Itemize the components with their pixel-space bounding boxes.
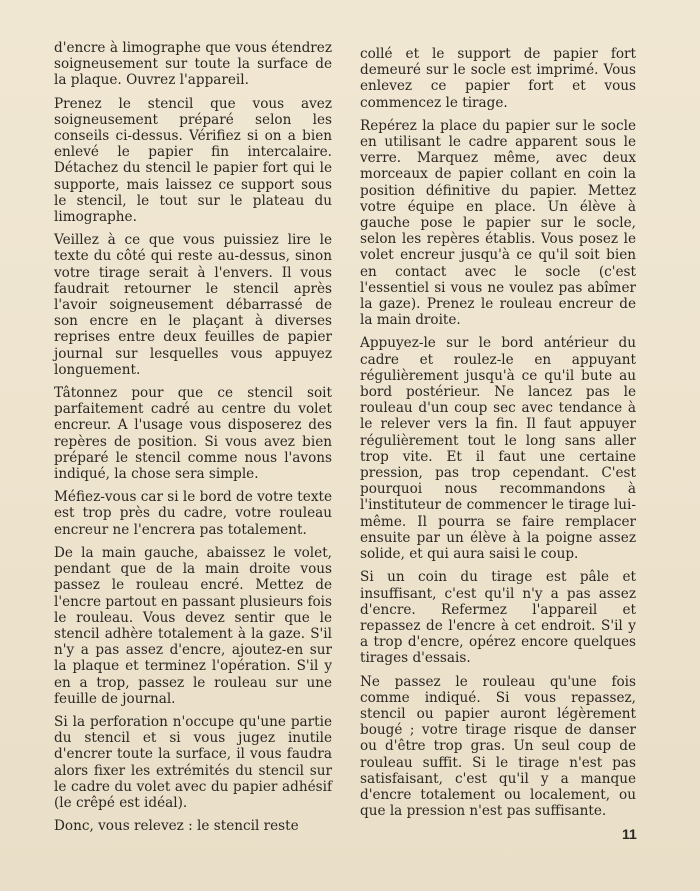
paragraph: De la main gauche, abaissez le volet, pendant que de la main droite vous passez le rouleau encré. Mettez de l'encre partout en passant plusieurs fois le rouleau. Vous devez sentir que le stencil adhère totalement à la gaze. S'il n'y a pas assez d'encre, ajoutez-en sur la plaque et terminez l'opération. S'il y en a trop, passez le rouleau sur une feuille de journal. <box>54 544 332 707</box>
paragraph: Si la perforation n'occupe qu'une partie du stencil et si vous jugez inutile d'encrer toute la surface, il vous faudra alors fixer les extrémités du stencil sur le cadre du volet avec du papier adhésif (le crêpé est idéal). <box>54 713 332 811</box>
paragraph: Si un coin du tirage est pâle et insuffisant, c'est qu'il n'y a pas assez d'encre. Refermez l'appareil et repassez de l'encre à cet endroit. S'il y a trop d'encre, opérez encore quelques tirages d'essais. <box>360 569 636 667</box>
right-column <box>360 46 636 826</box>
paragraph: Tâtonnez pour que ce stencil soit parfaitement cadré au centre du volet encreur. A l'usage vous disposerez des repères de position. Si vous avez bien préparé le stencil comme nous l'avons indiqué, la chose sera simple. <box>54 385 332 483</box>
page-number: 11 <box>622 826 637 842</box>
paragraph: Ne passez le rouleau qu'une fois comme indiqué. Si vous repassez, stencil ou papier auront légèrement bougé ; votre tirage risque de danser ou d'être trop gras. Un seul coup de rouleau suffit. Si le tirage n'est pas satisfaisant, c'est qu'il y a manque d'encre totalement ou localement, ou que la pression n'est pas suffisante. <box>360 673 636 820</box>
paragraph: Repérez la place du papier sur le socle en utilisant le cadre apparent sous le verre. Marquez même, avec deux morceaux de papier collant en coin la position définitive du papier. Mettez votre équipe en place. Un élève à gauche pose le papier sur le socle, selon les repères établis. Vous posez le volet encreur jusqu'à ce qu'il soit bien en contact avec le socle (c'est l'essentiel si vous ne voulez pas abîmer la gaze). Prenez le rouleau encreur de la main droite. <box>360 117 636 329</box>
paragraph: collé et le support de papier fort demeuré sur le socle est imprimé. Vous enlevez ce papier fort et vous commencez le tirage. <box>360 46 636 111</box>
paragraph: Veillez à ce que vous puissiez lire le texte du côté qui reste au-dessus, sinon votre tirage serait à l'envers. Il vous faudrait retourner le stencil après l'avoir soigneusement débarrassé de son encre en le plaçant à diverses reprises entre deux feuilles de papier journal sur lesquelles vous appuyez longuement. <box>54 232 332 378</box>
left-column <box>54 40 332 841</box>
paragraph: Prenez le stencil que vous avez soigneusement préparé selon les conseils ci-dessus. Vérifiez si on a bien enlevé le papier fin intercalaire. Détachez du stencil le papier fort qui le supporte, mais laissez ce support sous le stencil, le tout sur le plateau du limographe. <box>54 95 332 226</box>
paragraph: Appuyez-le sur le bord antérieur du cadre et roulez-le en appuyant régulièrement jusqu'à ce qu'il bute au bord postérieur. Ne lancez pas le rouleau d'un coup sec avec tendance à le relever vers la fin. Il faut appuyer régulièrement tout le long sans aller trop vite. Et il faut une certaine pression, pas trop cependant. C'est pourquoi nous recommandons à l'instituteur de commencer le tirage lui-même. Il pourra se faire remplacer ensuite par un élève à la poigne assez solide, et qui aura saisi le coup. <box>360 335 636 563</box>
paragraph: Méfiez-vous car si le bord de votre texte est trop près du cadre, votre rouleau encreur ne l'encrera pas totalement. <box>54 489 332 538</box>
paragraph: d'encre à limographe que vous étendrez soigneusement sur toute la surface de la plaque. Ouvrez l'appareil. <box>54 40 332 89</box>
paragraph: Donc, vous relevez : le stencil reste <box>54 818 299 835</box>
